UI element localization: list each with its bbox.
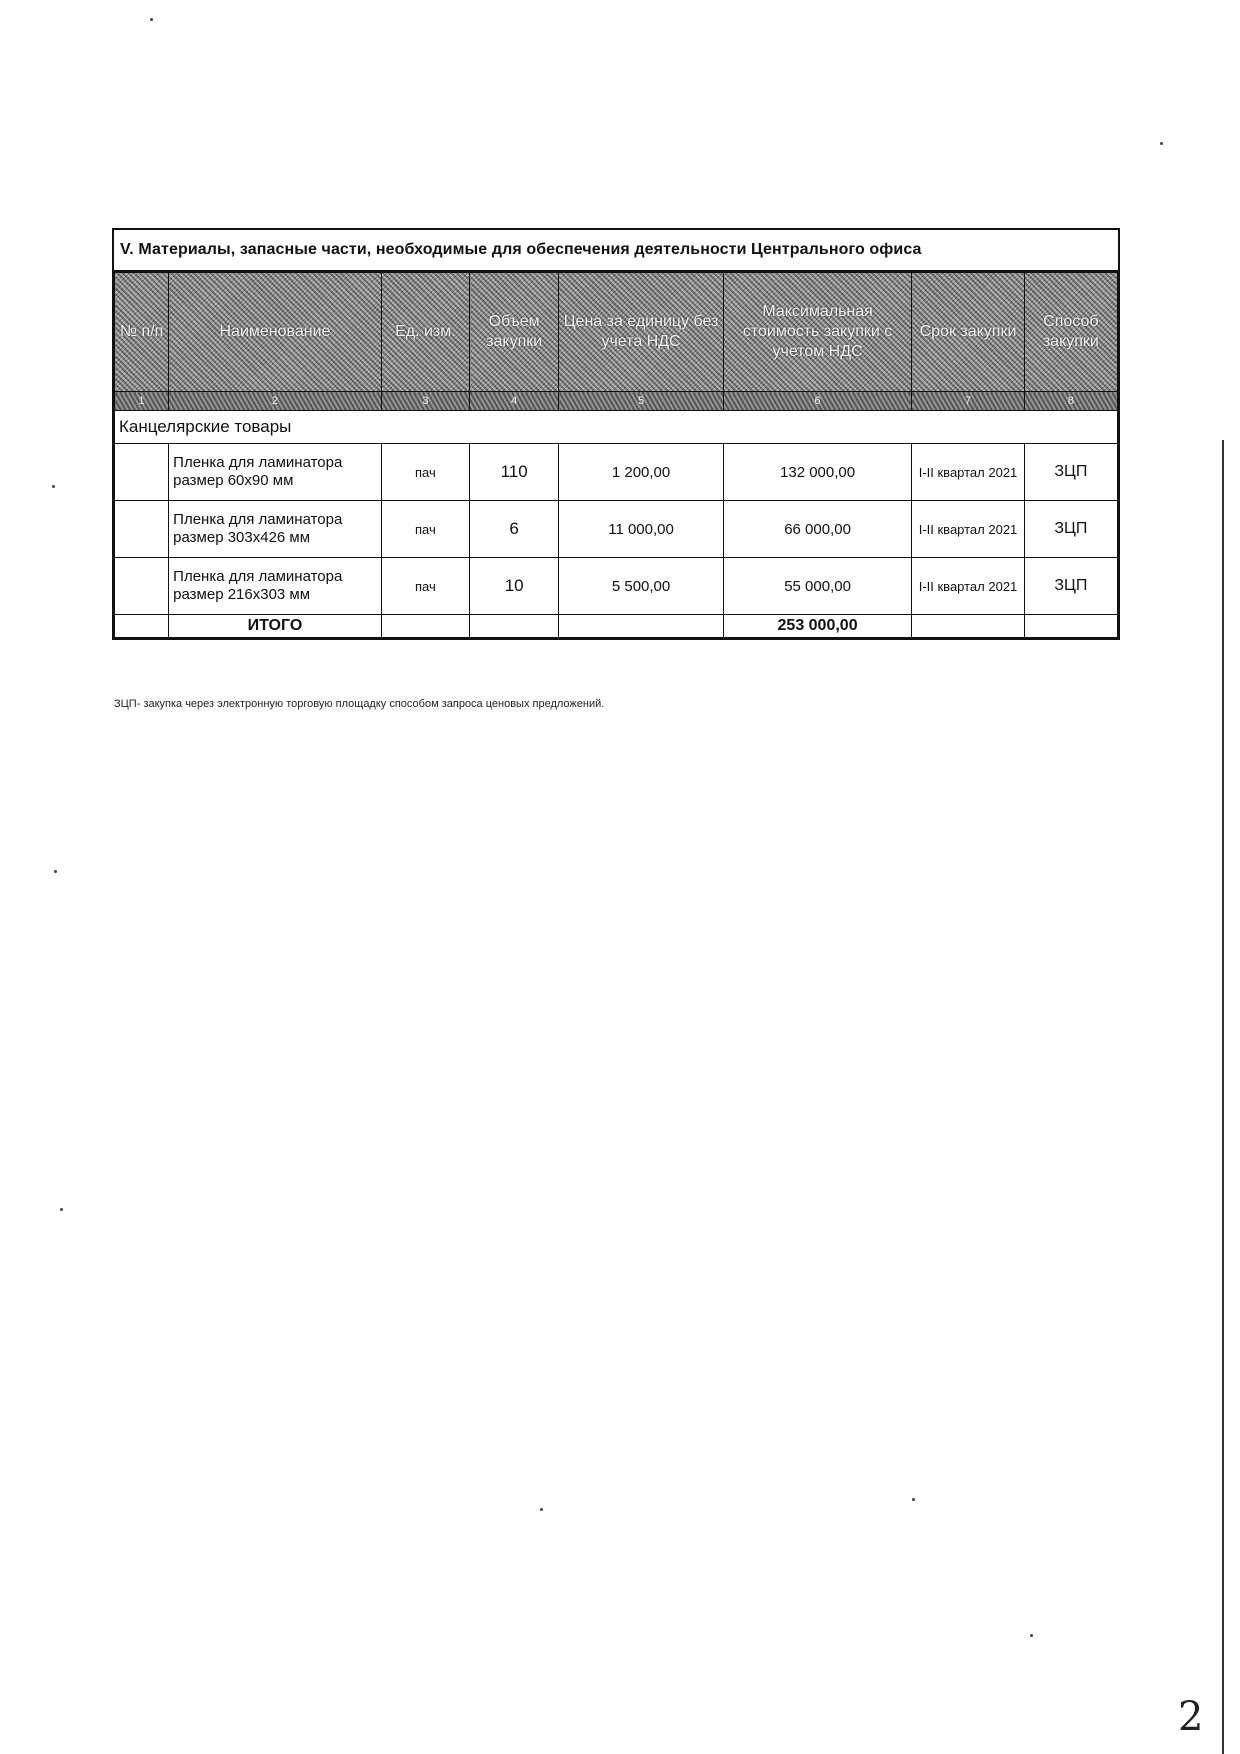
- col-number: 8: [1024, 392, 1117, 411]
- item-period: I-II квартал 2021: [912, 558, 1024, 615]
- total-empty-cell: [115, 615, 169, 638]
- total-empty-cell: [559, 615, 723, 638]
- item-period: I-II квартал 2021: [912, 501, 1024, 558]
- scan-speck: [1030, 1634, 1033, 1637]
- col-number: 5: [559, 392, 723, 411]
- item-price: 11 000,00: [559, 501, 723, 558]
- table-row: [115, 501, 1118, 558]
- item-name: Пленка для ламинатора размер 60х90 мм: [169, 444, 382, 501]
- procurement-table: [112, 228, 1120, 640]
- item-unit: пач: [381, 444, 469, 501]
- item-total: 55 000,00: [723, 558, 912, 615]
- section-title: V. Материалы, запасные части, необходимые для обеспечения деятельности Центрального офиса: [114, 230, 1118, 272]
- total-label: ИТОГО: [169, 615, 382, 638]
- item-num: [115, 558, 169, 615]
- col-header-price: Цена за единицу без учета НДС: [559, 273, 723, 392]
- item-method: ЗЦП: [1024, 558, 1117, 615]
- col-number: 6: [723, 392, 912, 411]
- footnote: ЗЦП- закупка через электронную торговую площадку способом запроса ценовых предложений.: [114, 698, 605, 710]
- item-qty: 10: [470, 558, 559, 615]
- category-row: [115, 411, 1118, 444]
- scan-speck: [54, 870, 57, 873]
- col-number: 2: [169, 392, 382, 411]
- item-num: [115, 444, 169, 501]
- col-header-num: № п/п: [115, 273, 169, 392]
- item-num: [115, 501, 169, 558]
- item-name: Пленка для ламинатора размер 216х303 мм: [169, 558, 382, 615]
- scan-speck: [52, 485, 55, 488]
- table-header-row: [115, 273, 1118, 392]
- total-empty-cell: [1024, 615, 1117, 638]
- col-number: 4: [470, 392, 559, 411]
- total-empty-cell: [470, 615, 559, 638]
- item-total: 66 000,00: [723, 501, 912, 558]
- items-table: [114, 272, 1118, 638]
- item-total: 132 000,00: [723, 444, 912, 501]
- category-label: Канцелярские товары: [115, 411, 1118, 444]
- scan-speck: [540, 1508, 543, 1511]
- item-qty: 6: [470, 501, 559, 558]
- col-header-qty: Объем закупки: [470, 273, 559, 392]
- col-header-name: Наименование: [169, 273, 382, 392]
- total-empty-cell: [381, 615, 469, 638]
- item-qty: 110: [470, 444, 559, 501]
- col-number: 1: [115, 392, 169, 411]
- col-header-period: Срок закупки: [912, 273, 1024, 392]
- column-numbering-row: [115, 392, 1118, 411]
- scan-speck: [1160, 142, 1163, 145]
- total-value: 253 000,00: [723, 615, 912, 638]
- table-row: [115, 558, 1118, 615]
- col-number: 7: [912, 392, 1024, 411]
- item-price: 1 200,00: [559, 444, 723, 501]
- table-row: [115, 444, 1118, 501]
- item-name: Пленка для ламинатора размер 303х426 мм: [169, 501, 382, 558]
- item-method: ЗЦП: [1024, 501, 1117, 558]
- total-empty-cell: [912, 615, 1024, 638]
- scan-edge-line: [1222, 440, 1224, 1754]
- item-period: I-II квартал 2021: [912, 444, 1024, 501]
- page-number: 2: [1178, 1694, 1204, 1740]
- item-method: ЗЦП: [1024, 444, 1117, 501]
- scan-speck: [150, 18, 153, 21]
- item-price: 5 500,00: [559, 558, 723, 615]
- scan-speck: [60, 1208, 63, 1211]
- col-header-method: Способ закупки: [1024, 273, 1117, 392]
- col-header-max-cost: Максимальная стоимость закупки с учетом НДС: [723, 273, 912, 392]
- scan-speck: [912, 1498, 915, 1501]
- item-unit: пач: [381, 558, 469, 615]
- item-unit: пач: [381, 501, 469, 558]
- col-header-unit: Ед. изм.: [381, 273, 469, 392]
- total-row: [115, 615, 1118, 638]
- col-number: 3: [381, 392, 469, 411]
